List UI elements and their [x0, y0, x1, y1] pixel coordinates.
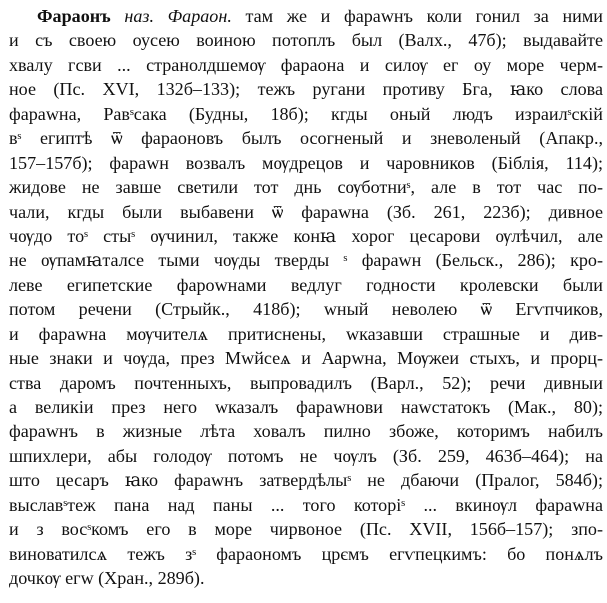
entry-line-6: вˢ египтѣ ѿ фараоновъ былъ осогненый и зневоленый (Апакр.,: [9, 128, 603, 149]
entry-line-9: чали, кгды были выбавени ѿ фараwна (Зб. 261, 223б); дивное: [9, 201, 603, 222]
entry-line-18: фараwнъ в жизные лѣта ховалъ пилно збоже, которимъ набилъ: [9, 421, 603, 442]
entry-line-21: выславˢтеж пана над паны ... того которіˢ ... вкинѹл фараwна: [9, 494, 603, 515]
entry-line-10: чѹдо тоˢ стыˢ ѹчинил, также конꙗ хорог цесарови ѹлѣчил, але: [9, 225, 603, 246]
entry-line-1: [9, 4, 603, 28]
dictionary-entry: [9, 4, 603, 591]
entry-line-19: шпихлери, абы голодѹ потомъ не чѹлъ (Зб. 259, 463б–464); на: [9, 445, 603, 466]
entry-line-text: там же и фараwнъ коли гонил за ними: [245, 6, 603, 26]
entry-line-12: леве египетские фароwнами ведлуг годности кролевски были: [9, 274, 603, 295]
entry-line-16: ства даромъ почтенныхъ, выпровадилъ (Варл., 52); речи дивныи: [9, 372, 603, 393]
entry-line-8: жидове не завше светили тот днь сѹботниˢ, але в тот час по-: [9, 177, 603, 198]
grammar-label: наз. Фараон.: [124, 6, 232, 26]
entry-line-3: хвалу гсви ... странолдшемѹ фараона и силѹ ег оу море черм-: [9, 54, 603, 75]
entry-line-13: потом речени (Стрыйк., 418б); wный неволею ѿ Егѵпчиков,: [9, 299, 603, 320]
entry-line-4: ное (Пс. XVI, 132б–133); тежъ ругани противу Бга, ꙗко слова: [9, 79, 603, 100]
entry-line-11: не ѹпамꙗталсе тыми чѹды тверды ˢ фараwн (Бельск., 286); кро-: [9, 250, 603, 271]
entry-line-24: дочкѹ егw (Хран., 289б).: [9, 568, 205, 589]
entry-line-14: и фараwна мѹчителѧ притиснены, wказавши страшные и див-: [9, 323, 603, 344]
entry-line-23: виноватилсѧ тежъ зˢ фараономъ црємъ егѵпецкимъ: бо понѧлъ: [9, 543, 603, 564]
headword: Фараонъ: [37, 6, 111, 26]
entry-line-15: ные знаки и чѹда, през Мwйсеѧ и Аарwна, Мѹжеи стыхъ, и прорц-: [9, 348, 603, 369]
entry-line-20: штo цесаръ ꙗко фараwнъ затвердѣлыˢ не дбаючи (Пралог, 584б);: [9, 470, 603, 491]
entry-line-22: и з восˢкомъ его в море чирвоное (Пс. XVII, 156б–157); зпо-: [9, 519, 603, 540]
entry-line-5: фараwна, Равˢсака (Будны, 18б); кгды оный людъ израилˢскій: [9, 103, 603, 124]
entry-line-2: и съ своею оусею воиною потоплъ был (Валх., 47б); выдавайте: [9, 30, 603, 51]
entry-line-7: 157–157б); фараwн возвалъ мѹдрецов и чаровников (Біблія, 114);: [9, 152, 603, 173]
entry-line-17: а великіи през него wказалъ фараwнови наwстатокъ (Мак., 80);: [9, 397, 603, 417]
